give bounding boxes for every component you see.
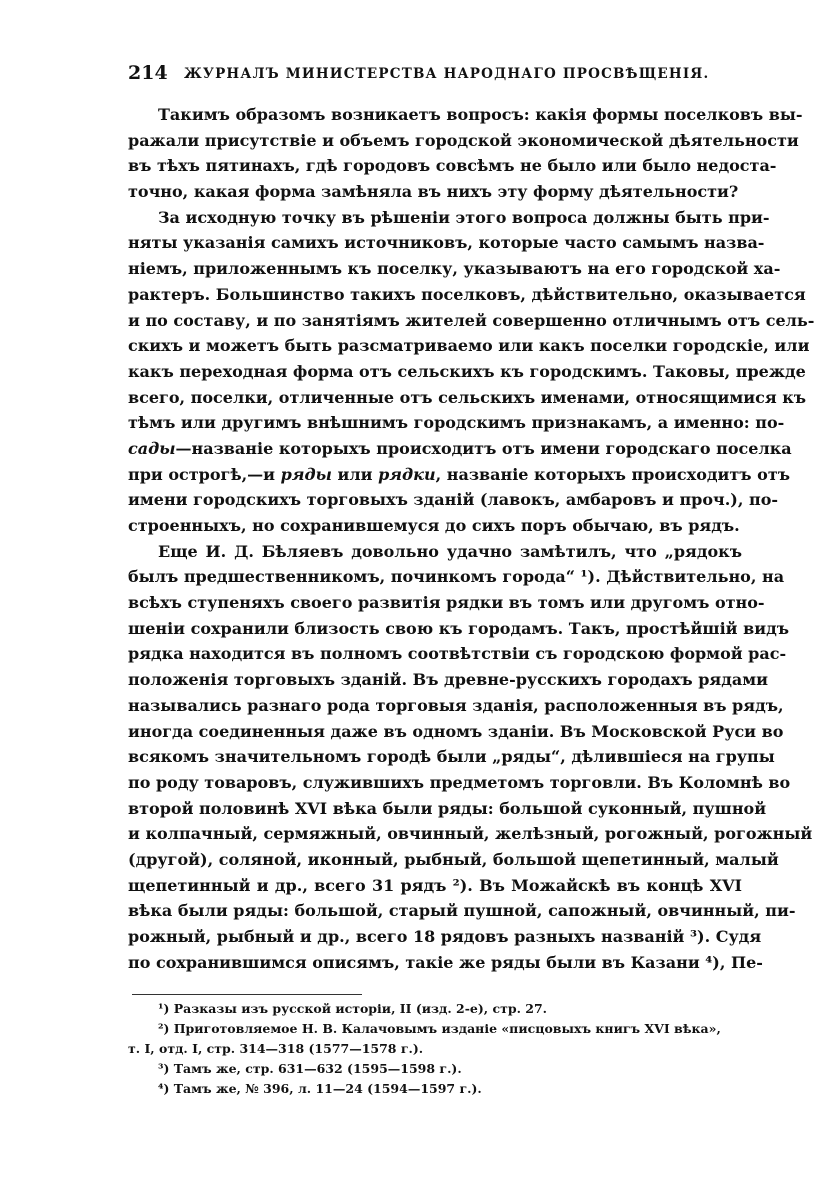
text-line: няты указанія самихъ источниковъ, которые часто самымъ назва- [128,233,765,253]
main-text [128,102,815,975]
footnote-line: ¹) Разказы изъ русской исторіи, II (изд. 2-е), стр. 27. [158,1001,548,1016]
footnote-line: ³) Тамъ же, стр. 631—632 (1595—1598 г.). [158,1061,462,1076]
text-line: (другой), соляной, иконный, рыбный, большой щепетинный, малый [128,849,779,869]
text-line: назывались разнаго рода торговыя зданія, расположенныя въ рядъ, [128,695,784,715]
text-line: по роду товаровъ, служившихъ предметомъ торговли. Въ Коломнѣ во [128,772,791,792]
text-line: точно, какая форма замѣняла въ нихъ эту форму дѣятельности? [128,182,739,202]
text-line: рядка находится въ полномъ соотвѣтствіи съ городскою формой рас- [128,644,787,664]
text-line: шеніи сохранили близость свою къ городамъ. Такъ, простѣйшій видъ [128,618,789,638]
footnote-divider [132,994,362,995]
footnote-line: т. I, отд. I, стр. 314—318 (1577—1578 г.). [128,1041,424,1056]
text-line: второй половинѣ XVI вѣка были ряды: большой суконный, пушной [128,798,767,818]
text-line: былъ предшественникомъ, починкомъ города“ ¹). Дѣйствительно, на [128,567,785,587]
text-line: иногда соединенныя даже въ одномъ зданіи. Въ Московской Руси во [128,721,784,741]
running-title: ЖУРНАЛЪ МИНИСТЕРСТВА НАРОДНАГО ПРОСВѢЩЕНІЯ. [184,66,710,82]
italic-term: сады [128,438,176,458]
footnotes [128,999,742,1099]
text-line: по сохранившимся описямъ, такіе же ряды были въ Казани ⁴), Пе- [128,952,763,972]
text-line: рактеръ. Большинство такихъ поселковъ, дѣйствительно, оказывается [128,284,806,304]
text-line: и по составу, и по занятіямъ жителей совершенно отличнымъ отъ сель- [128,310,815,330]
italic-term: ряды [280,464,332,484]
text-line: строенныхъ, но сохранившемуся до сихъ поръ обычаю, въ рядъ. [128,516,740,535]
text-line: скихъ и можетъ быть разсматриваемо или какъ поселки городскіе, или [128,336,810,356]
text-line: щепетинный и др., всего 31 рядъ ²). Въ Можайскѣ въ концѣ XVI [128,875,742,895]
text-line: при острогѣ,—и ряды или рядки, названіе которыхъ происходитъ отъ [128,464,791,484]
text-line: положенія торговыхъ зданій. Въ древне-русскихъ городахъ рядами [128,670,768,690]
text-line: Такимъ образомъ возникаетъ вопросъ: какія формы поселковъ вы- [158,105,803,124]
footnote-line: ⁴) Тамъ же, № 396, л. 11—24 (1594—1597 г.). [158,1081,482,1096]
text-line: и колпачный, сермяжный, овчинный, желѣзный, рогожный, рогожный [128,824,813,844]
text-line: ніемъ, приложеннымъ къ поселку, указываютъ на его городской ха- [128,259,781,279]
text-line: ражали присутствіе и объемъ городской экономической дѣятельности [128,130,799,150]
page-number: 214 [128,62,168,84]
text-line: тѣмъ или другимъ внѣшнимъ городскимъ признакамъ, а именно: по- [128,413,785,433]
text-line: всякомъ значительномъ городѣ были „ряды“, дѣлившіеся на групы [128,747,775,767]
text-line: рожный, рыбный и др., всего 18 рядовъ разныхъ названій ³). Судя [128,927,762,946]
text-line: вѣка были ряды: большой, старый пушной, сапожный, овчинный, пи- [128,901,796,921]
text-line: въ тѣхъ пятинахъ, гдѣ городовъ совсѣмъ не было или было недоста- [128,156,777,176]
text-line: всѣхъ ступеняхъ своего развитія рядки въ томъ или другомъ отно- [128,593,765,613]
footnote-line: ²) Приготовляемое Н. В. Калачовымъ изданіе «писцовыхъ книгъ XVI вѣка», [158,1021,721,1036]
text-line: сады—названіе которыхъ происходитъ отъ имени городскаго поселка [128,438,792,458]
text-line: За исходную точку въ рѣшеніи этого вопроса должны быть при- [158,207,770,227]
page-header [128,62,730,84]
text-line: Еще И. Д. Бѣляевъ довольно удачно замѣтилъ, что „рядокъ [158,541,742,561]
text-line: какъ переходная форма отъ сельскихъ къ городскимъ. Таковы, прежде [128,361,806,381]
text-line: имени городскихъ торговыхъ зданій (лавокъ, амбаровъ и проч.), по- [128,490,779,510]
italic-term: рядки [378,464,436,484]
text-line: всего, поселки, отличенные отъ сельскихъ именами, относящимися къ [128,387,807,407]
